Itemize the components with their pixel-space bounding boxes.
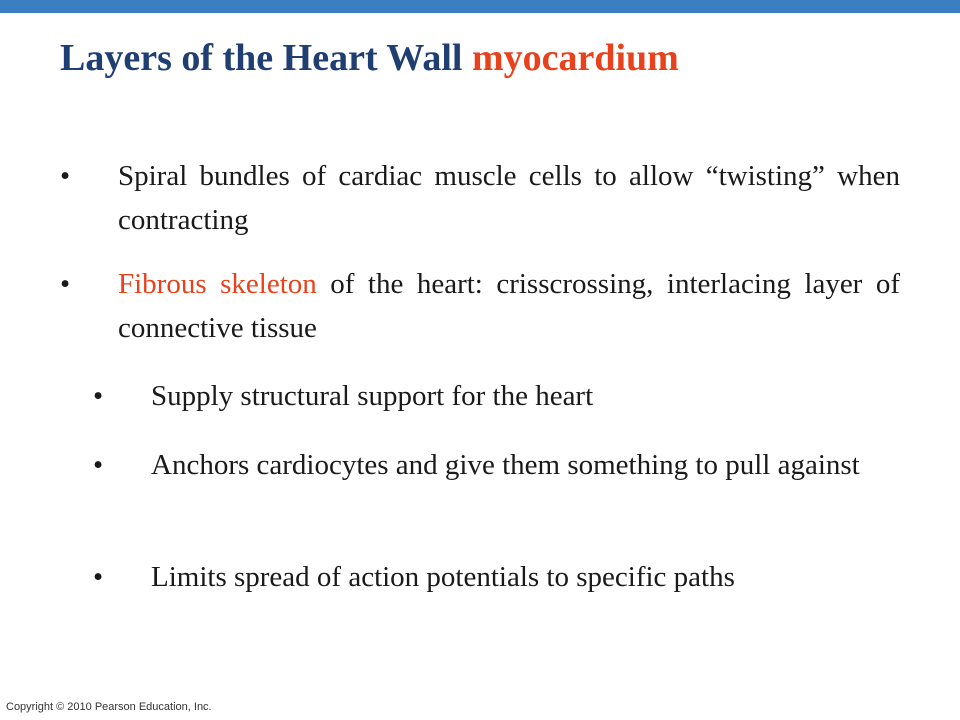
subbullet-text (151, 555, 900, 599)
bullet-spiral-bundles (60, 154, 900, 242)
subbullet-text-content: Supply structural support for the heart (151, 380, 594, 412)
subbullet-text-content: Limits spread of action potentials to specific paths (151, 561, 735, 593)
subbullet-structural-support (93, 374, 900, 418)
bullet-marker: • (60, 268, 71, 300)
bullet-marker: • (60, 160, 71, 192)
slide-title (60, 36, 679, 82)
subbullet-limits-spread (93, 555, 900, 599)
top-accent-bar (0, 0, 960, 13)
bullet-fibrous-skeleton (60, 262, 900, 350)
bullet-text-content: Spiral bundles of cardiac muscle cells to allow “twisting” when contracting (118, 160, 900, 236)
subbullet-marker: • (93, 561, 104, 593)
subbullet-anchors-cardiocytes (93, 443, 900, 531)
subbullet-text (151, 443, 900, 487)
title-accent: myocardium (471, 37, 679, 79)
subbullet-marker: • (93, 380, 104, 412)
subbullet-text (151, 374, 900, 418)
subbullet-text-content: Anchors cardiocytes and give them something to pull against (151, 449, 860, 481)
bullet-text-content: of the heart: crisscrossing, interlacing layer of connective tissue (118, 268, 900, 344)
bullet-text (118, 154, 900, 242)
highlighted-term: Fibrous skeleton (118, 268, 317, 300)
copyright-footer: Copyright © 2010 Pearson Education, Inc. (6, 701, 212, 713)
title-main: Layers of the Heart Wall (60, 37, 463, 79)
bullet-text (118, 262, 900, 350)
subbullet-marker: • (93, 449, 104, 481)
